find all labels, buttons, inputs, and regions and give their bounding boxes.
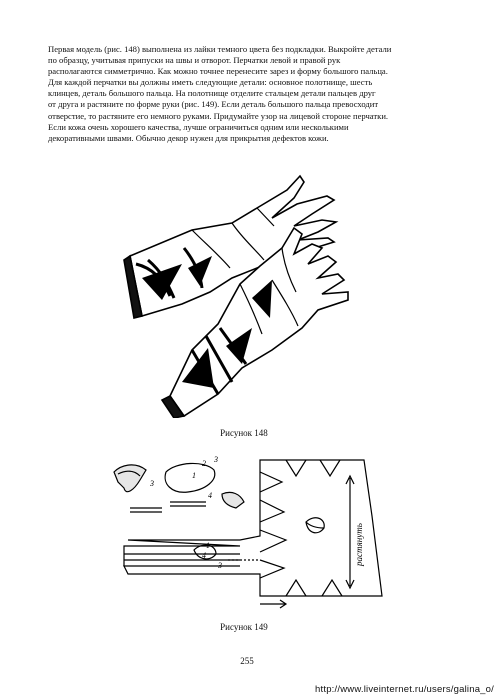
body-paragraph [48, 44, 448, 144]
label-4: 4 [208, 491, 212, 500]
text-line: по образцу, учитывая припуски на швы и отворот. Перчатки левой и правой рук [48, 55, 341, 66]
text-line: Для каждой перчатки вы должны иметь следующие детали: основное полотнище, шесть [48, 77, 373, 88]
label-3b: 3 [150, 479, 154, 488]
text-line: Если кожа очень хорошего качества, лучше ограничиться одним или несколькими [48, 121, 349, 132]
text-line: декоративными швами. Обычно декор нужен для прикрытия дефектов кожи. [48, 132, 329, 143]
figure-149-caption: Рисунок 149 [220, 622, 268, 632]
page-number: 255 [240, 656, 254, 666]
label-3c: 3 [218, 561, 222, 570]
main-glove-pattern [124, 460, 382, 596]
glove-pattern-diagram [110, 456, 390, 616]
text-line: от друга и растяните по форме руки (рис. 149). Если деталь большого пальца превосходит [48, 99, 379, 110]
oval-piece [165, 463, 215, 492]
label-3: 3 [214, 456, 218, 464]
thumb-piece [114, 465, 146, 492]
footer-url: http://www.liveinternet.ru/users/galina_o/ [315, 684, 494, 695]
text-line: располагаются симметрично. Как можно точнее перенесите зарез и форму большого пальца. [48, 66, 388, 77]
label-4b: 4 [202, 551, 206, 560]
text-line: клинцев, деталь большого пальца. На полотнище отделите стальцем детали пальцев друг [48, 88, 376, 99]
figure-148-caption: Рисунок 148 [220, 428, 268, 438]
label-1b: 1 [206, 541, 210, 550]
text-line: отверстие, то растяните его немного руками. Придумайте узор на лицевой стороне перчатки. [48, 110, 389, 121]
label-2: 2 [202, 459, 206, 468]
text-line: Первая модель (рис. 148) выполнена из лайки темного цвета без подкладки. Выкройте детали [48, 44, 392, 54]
gloves-illustration [122, 168, 372, 418]
label-1: 1 [192, 471, 196, 480]
label-stretch: растянуть [354, 523, 364, 566]
